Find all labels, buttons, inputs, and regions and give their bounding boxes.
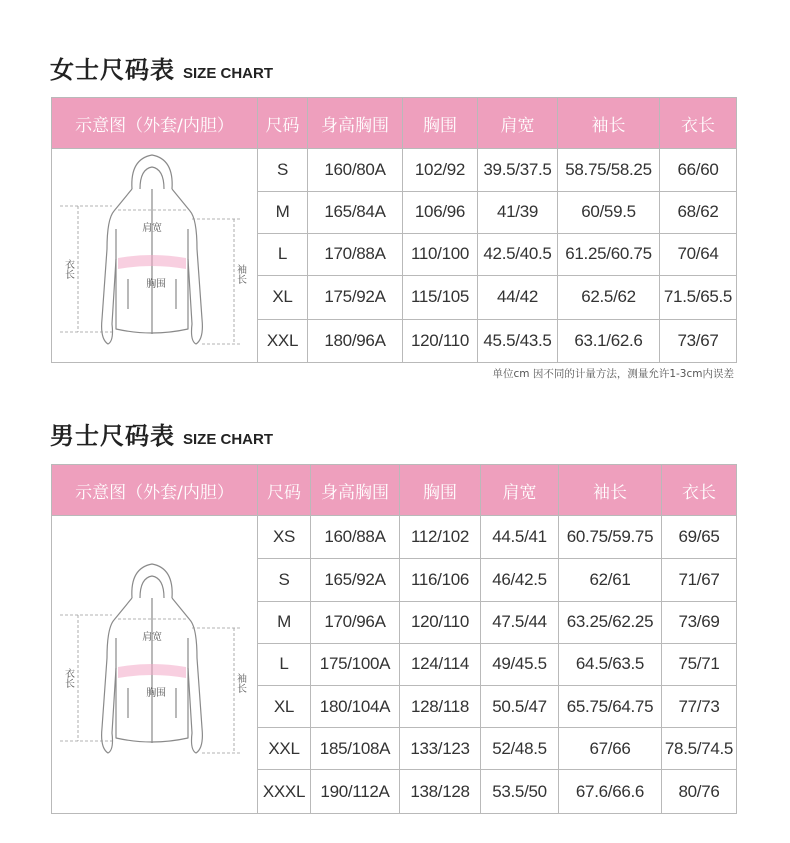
men-size-table (51, 464, 737, 814)
cell-length: 69/65 (662, 516, 737, 559)
cell-shoulder: 49/45.5 (481, 643, 559, 686)
women-size-table (51, 97, 737, 363)
cell-length: 66/60 (660, 149, 737, 192)
cell-shoulder: 44.5/41 (481, 516, 559, 559)
cell-height-chest: 165/92A (311, 558, 400, 601)
women-title-cn: 女士尺码表 (50, 56, 175, 84)
cell-chest: 133/123 (400, 728, 481, 770)
cell-height-chest: 170/96A (311, 601, 400, 643)
men-header-row (52, 465, 737, 516)
cell-size: XL (258, 686, 311, 728)
cell-length: 77/73 (662, 686, 737, 728)
cell-length: 71.5/65.5 (660, 275, 737, 319)
cell-sleeve: 62/61 (559, 558, 662, 601)
cell-length: 71/67 (662, 558, 737, 601)
cell-shoulder: 45.5/43.5 (478, 319, 558, 362)
header-chest: 胸围 (400, 465, 481, 516)
cell-sleeve: 62.5/62 (558, 275, 660, 319)
cell-shoulder: 50.5/47 (481, 686, 559, 728)
cell-sleeve: 63.25/62.25 (559, 601, 662, 643)
cell-height-chest: 180/96A (308, 319, 403, 362)
diagram-length-label: 衣长 (62, 259, 74, 279)
cell-size: M (258, 601, 311, 643)
header-height-chest: 身高胸围 (308, 98, 403, 149)
men-title-en: SIZE CHART (183, 431, 273, 448)
header-size: 尺码 (258, 465, 311, 516)
cell-chest: 116/106 (400, 558, 481, 601)
cell-size: L (258, 233, 308, 275)
cell-height-chest: 185/108A (311, 728, 400, 770)
cell-shoulder: 42.5/40.5 (478, 233, 558, 275)
cell-shoulder: 44/42 (478, 275, 558, 319)
measurement-note: 单位cm 因不同的计量方法，测量允许1-3cm内误差 (492, 368, 734, 380)
header-sleeve: 袖长 (558, 98, 660, 149)
men-title-cn: 男士尺码表 (50, 422, 175, 450)
cell-chest: 138/128 (400, 770, 481, 814)
cell-shoulder: 52/48.5 (481, 728, 559, 770)
table-row (52, 516, 737, 559)
cell-size: L (258, 643, 311, 686)
cell-length: 75/71 (662, 643, 737, 686)
header-height-chest: 身高胸围 (311, 465, 400, 516)
women-jacket-diagram-cell (52, 149, 258, 363)
cell-size: S (258, 558, 311, 601)
cell-height-chest: 190/112A (311, 770, 400, 814)
cell-chest: 110/100 (403, 233, 478, 275)
cell-height-chest: 180/104A (311, 686, 400, 728)
cell-size: XXL (258, 319, 308, 362)
cell-shoulder: 46/42.5 (481, 558, 559, 601)
cell-length: 73/69 (662, 601, 737, 643)
cell-sleeve: 60/59.5 (558, 192, 660, 234)
cell-height-chest: 160/88A (311, 516, 400, 559)
cell-chest: 120/110 (400, 601, 481, 643)
cell-size: S (258, 149, 308, 192)
cell-chest: 106/96 (403, 192, 478, 234)
header-length: 衣长 (662, 465, 737, 516)
cell-shoulder: 53.5/50 (481, 770, 559, 814)
women-header-row (52, 98, 737, 149)
cell-height-chest: 170/88A (308, 233, 403, 275)
diagram-length-label: 衣长 (62, 668, 74, 688)
diagram-shoulder-label: 肩宽 (142, 632, 162, 643)
cell-height-chest: 160/80A (308, 149, 403, 192)
cell-length: 70/64 (660, 233, 737, 275)
women-title-en: SIZE CHART (183, 65, 273, 82)
cell-length: 80/76 (662, 770, 737, 814)
cell-sleeve: 67.6/66.6 (559, 770, 662, 814)
cell-height-chest: 165/84A (308, 192, 403, 234)
header-length: 衣长 (660, 98, 737, 149)
cell-height-chest: 175/92A (308, 275, 403, 319)
cell-sleeve: 64.5/63.5 (559, 643, 662, 686)
women-jacket-diagram (52, 149, 257, 357)
women-section-title (50, 50, 273, 85)
cell-shoulder: 39.5/37.5 (478, 149, 558, 192)
header-size: 尺码 (258, 98, 308, 149)
cell-chest: 115/105 (403, 275, 478, 319)
cell-size: XXXL (258, 770, 311, 814)
cell-sleeve: 58.75/58.25 (558, 149, 660, 192)
table-row (52, 149, 737, 192)
diagram-shoulder-label: 肩宽 (142, 223, 162, 234)
diagram-sleeve-label: 袖长 (234, 264, 246, 284)
cell-sleeve: 67/66 (559, 728, 662, 770)
cell-size: M (258, 192, 308, 234)
diagram-sleeve-label: 袖长 (234, 673, 246, 693)
diagram-chest-label: 胸围 (146, 279, 166, 290)
cell-sleeve: 65.75/64.75 (559, 686, 662, 728)
cell-length: 78.5/74.5 (662, 728, 737, 770)
cell-sleeve: 60.75/59.75 (559, 516, 662, 559)
cell-length: 68/62 (660, 192, 737, 234)
cell-length: 73/67 (660, 319, 737, 362)
men-jacket-diagram (52, 516, 257, 808)
header-diagram: 示意图（外套/内胆） (52, 98, 258, 149)
cell-chest: 102/92 (403, 149, 478, 192)
cell-chest: 120/110 (403, 319, 478, 362)
header-shoulder: 肩宽 (478, 98, 558, 149)
cell-chest: 124/114 (400, 643, 481, 686)
cell-chest: 128/118 (400, 686, 481, 728)
diagram-chest-label: 胸围 (146, 688, 166, 699)
cell-height-chest: 175/100A (311, 643, 400, 686)
header-shoulder: 肩宽 (481, 465, 559, 516)
cell-shoulder: 41/39 (478, 192, 558, 234)
cell-shoulder: 47.5/44 (481, 601, 559, 643)
cell-sleeve: 61.25/60.75 (558, 233, 660, 275)
cell-size: XXL (258, 728, 311, 770)
men-section-title (50, 416, 273, 451)
cell-size: XL (258, 275, 308, 319)
cell-chest: 112/102 (400, 516, 481, 559)
header-chest: 胸围 (403, 98, 478, 149)
men-jacket-diagram-cell (52, 516, 258, 814)
cell-sleeve: 63.1/62.6 (558, 319, 660, 362)
header-sleeve: 袖长 (559, 465, 662, 516)
header-diagram: 示意图（外套/内胆） (52, 465, 258, 516)
cell-size: XS (258, 516, 311, 559)
